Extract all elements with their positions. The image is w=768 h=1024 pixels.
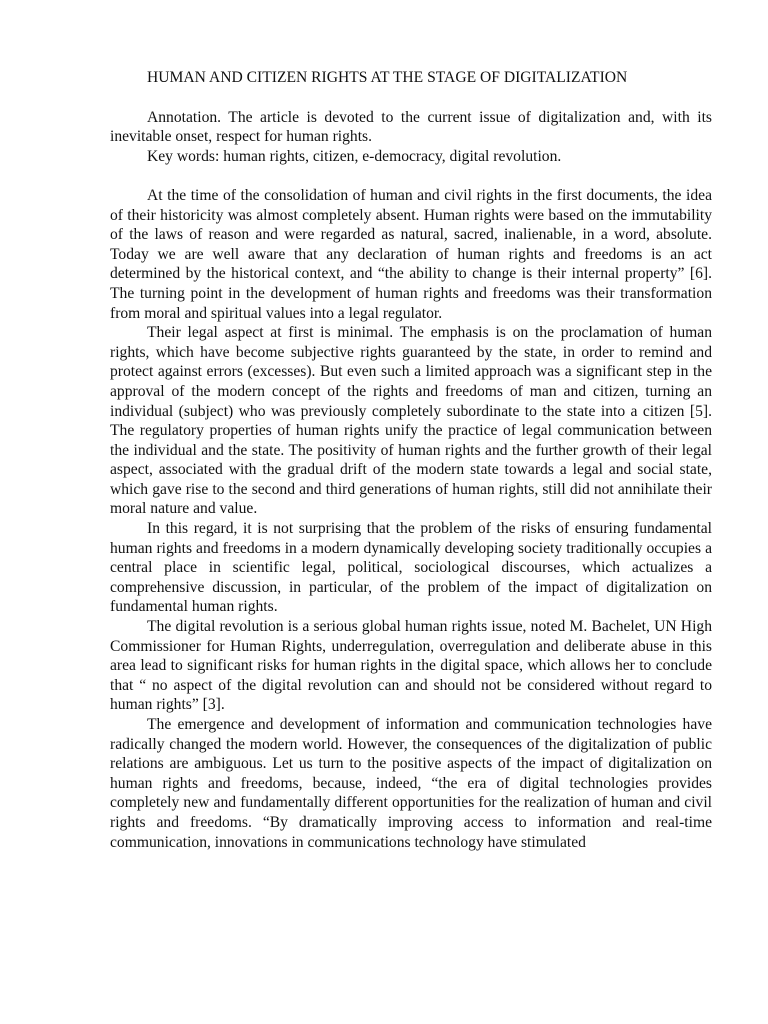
body-paragraph-1: At the time of the consolidation of human and civil rights in the first documents, the idea of their historicity was almost completely absent. Human rights were based on the immutability of the laws of reason and were regarded as natural, sacred, inalienable, in a word, absolute. Today we are well aware that any declaration of human rights and freedoms is an act determined by the historical context, and “the ability to change is their internal property” [6]. The turning point in the development of human rights and freedoms was their transformation from moral and spiritual values into a legal regulator.: [110, 186, 712, 322]
body-paragraph-5: The emergence and development of information and communication technologies have radically changed the modern world. However, the consequences of the digitalization of public relations are ambiguous. Let us turn to the positive aspects of the impact of digitalization on human rights and freedoms, because, indeed, “the era of digital technologies provides completely new and fundamentally different opportunities for the realization of human and civil rights and freedoms. “By dramatically improving access to information and real-time communication, innovations in communications technology have stimulated: [110, 716, 712, 851]
keywords-paragraph: Key words: human rights, citizen, e-democracy, digital revolution.: [147, 147, 562, 165]
body-paragraph-2: Their legal aspect at first is minimal. The emphasis is on the proclamation of human rights, which have become subjective rights guaranteed by the state, in order to remind and protect against errors (excesses). But even such a limited approach was a significant step in the approval of the modern concept of the rights and freedoms of man and citizen, turning an individual (subject) who was previously completely subordinate to the state into a citizen [5]. The regulatory properties of human rights unify the practice of legal communication between the individual and the state. The positivity of human rights and the further growth of their legal aspect, associated with the gradual drift of the modern state towards a legal and social state, which gave rise to the second and third generations of human rights, still did not annihilate their moral nature and value.: [110, 324, 712, 518]
body-paragraph-4: The digital revolution is a serious global human rights issue, noted M. Bachelet, UN High Commissioner for Human Rights, underregulation, overregulation and deliberate abuse in this area lead to significant risks for human rights in the digital space, which allows her to conclude that “ no aspect of the digital revolution can and should not be considered without regard to human rights” [3].: [110, 618, 712, 714]
body-paragraph-3: In this regard, it is not surprising that the problem of the risks of ensuring fundamental human rights and freedoms in a modern dynamically developing society traditionally occupies a central place in scientific legal, political, sociological discourses, which actualizes a comprehensive discussion, in particular, of the problem of the impact of digitalization on fundamental human rights.: [110, 520, 712, 616]
document-page: [110, 68, 712, 852]
annotation-paragraph: Annotation. The article is devoted to the current issue of digitalization and, with its inevitable onset, respect for human rights.: [110, 108, 712, 146]
blank-line: [110, 166, 712, 186]
document-title: HUMAN AND CITIZEN RIGHTS AT THE STAGE OF DIGITALIZATION: [147, 69, 628, 86]
